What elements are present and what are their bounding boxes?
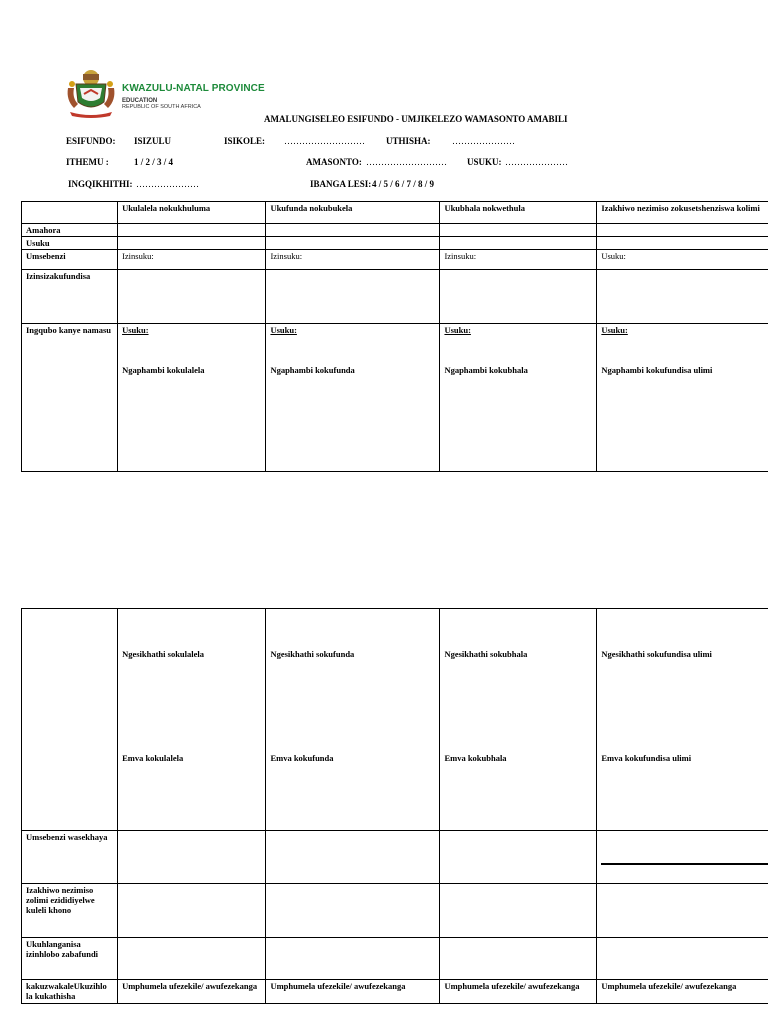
table-row [22,270,768,324]
phase-cell[interactable] [597,609,768,831]
input-cell[interactable] [440,270,597,324]
input-cell[interactable] [597,831,768,884]
input-cell[interactable] [118,270,266,324]
usuku-label: USUKU: [467,157,502,167]
ngesikhathi-label: Ngesikhathi sokubhala [444,649,528,659]
esifundo-label: ESIFUNDO: [66,136,116,146]
row-label-ingqubo: Ingqubo kanye namasu [22,324,118,472]
usuku-cell[interactable]: Usuku: [597,250,768,270]
row-label-empty [22,609,118,831]
usuku-underlined: Usuku: [444,325,471,335]
emva-label: Emva kokufunda [270,753,334,763]
phase-cell[interactable] [118,609,266,831]
table-row [22,980,768,1004]
input-cell[interactable] [266,237,440,250]
ngesikhathi-label: Ngesikhathi sokulalela [122,649,205,659]
row-label-umsebenzi: Umsebenzi [22,250,118,270]
row-label-kakuzwakale: kakuzwakaleUkuzihlo la kukathisha [22,980,118,1004]
input-cell[interactable] [597,224,768,237]
amasonto-label: AMASONTO: [306,157,362,167]
isikole-label: ISIKOLE: [224,136,266,146]
input-cell[interactable] [118,831,266,884]
ingqubo-cell[interactable] [118,324,266,472]
ngaphambi-label: Ngaphambi kokufunda [270,365,355,375]
amasonto-field[interactable]: ……………………… [366,157,447,167]
ingqikhithi-field[interactable]: ………………… [136,179,199,189]
input-cell[interactable] [118,224,266,237]
izinsuku-cell[interactable]: Izinsuku: [266,250,440,270]
header-cell: Izakhiwo nezimiso zokusetshenziswa kolimi [597,202,768,224]
ngaphambi-label: Ngaphambi kokulalela [122,365,205,375]
table-row [22,831,768,884]
input-cell[interactable] [118,938,266,980]
header-cell [22,202,118,224]
table-row [22,324,768,472]
signature-line [601,863,768,865]
emva-label: Emva kokulalela [122,753,184,763]
input-cell[interactable] [440,831,597,884]
row-label-izinsizakufundisa: Izinsizakufundisa [22,270,118,324]
document-title: AMALUNGISELEO ESIFUNDO - UMJIKELEZO WAMASONTO AMABILI [264,114,568,124]
country-name: REPUBLIC OF SOUTH AFRICA [122,104,201,110]
input-cell[interactable] [440,224,597,237]
department-name: EDUCATION [122,98,158,104]
ngaphambi-label: Ngaphambi kokubhala [444,365,528,375]
uthisha-field[interactable]: ………………… [452,136,515,146]
umphumela-cell[interactable]: Umphumela ufezekile/ awufezekanga [597,980,768,1004]
ithemu-value[interactable]: 1 / 2 / 3 / 4 [134,157,174,167]
input-cell[interactable] [266,938,440,980]
ingqubo-cell[interactable] [266,324,440,472]
emva-label: Emva kokubhala [444,753,507,763]
table-row [22,237,768,250]
usuku-underlined: Usuku: [601,325,628,335]
table-row [22,250,768,270]
phase-cell[interactable] [266,609,440,831]
row-label-amahora: Amahora [22,224,118,237]
usuku-underlined: Usuku: [270,325,297,335]
lesson-plan-table-1 [21,201,768,472]
isikole-field[interactable]: ……………………… [284,136,365,146]
province-name: KWAZULU-NATAL PROVINCE [122,83,265,94]
table-row [22,224,768,237]
table-row [22,938,768,980]
table-header-row [22,202,768,224]
input-cell[interactable] [597,938,768,980]
ingqikhithi-label: INGQIKHITHI: [68,179,133,189]
ibanga-label: IBANGA LESI: [310,179,372,189]
input-cell[interactable] [266,270,440,324]
input-cell[interactable] [266,831,440,884]
usuku-field[interactable]: ………………… [505,157,568,167]
umphumela-cell[interactable]: Umphumela ufezekile/ awufezekanga [440,980,597,1004]
kzn-coat-of-arms-icon [64,66,118,118]
row-label-izakhiwo: Izakhiwo nezimiso zolimi ezididiyelwe kuleli khono [22,884,118,938]
header-cell: Ukufunda nokubukela [266,202,440,224]
ibanga-value[interactable]: 4 / 5 / 6 / 7 / 8 / 9 [372,179,435,189]
esifundo-value[interactable]: ISIZULU [134,136,172,146]
izinsuku-cell[interactable]: Izinsuku: [118,250,266,270]
ingqubo-cell[interactable] [597,324,768,472]
input-cell[interactable] [597,884,768,938]
input-cell[interactable] [440,237,597,250]
input-cell[interactable] [597,237,768,250]
ithemu-label: ITHEMU : [66,157,109,167]
uthisha-label: UTHISHA: [386,136,431,146]
input-cell[interactable] [118,884,266,938]
umphumela-cell[interactable]: Umphumela ufezekile/ awufezekanga [118,980,266,1004]
input-cell[interactable] [266,884,440,938]
input-cell[interactable] [266,224,440,237]
ingqubo-cell[interactable] [440,324,597,472]
table-row [22,884,768,938]
header-cell: Ukubhala nokwethula [440,202,597,224]
input-cell[interactable] [440,938,597,980]
row-label-usuku: Usuku [22,237,118,250]
table-row [22,609,768,831]
input-cell[interactable] [118,237,266,250]
izinsuku-cell[interactable]: Izinsuku: [440,250,597,270]
row-label-umsebenzi-wasekhaya: Umsebenzi wasekhaya [22,831,118,884]
emva-label: Emva kokufundisa ulimi [601,753,692,763]
usuku-underlined: Usuku: [122,325,149,335]
row-label-ukuhlanganisa: Ukuhlanganisa izinhlobo zabafundi [22,938,118,980]
ngaphambi-label: Ngaphambi kokufundisa ulimi [601,365,713,375]
lesson-plan-table-2 [21,608,768,1004]
input-cell[interactable] [440,884,597,938]
umphumela-cell[interactable]: Umphumela ufezekile/ awufezekanga [266,980,440,1004]
phase-cell[interactable] [440,609,597,831]
input-cell[interactable] [597,270,768,324]
header-cell: Ukulalela nokukhuluma [118,202,266,224]
ngesikhathi-label: Ngesikhathi sokufunda [270,649,355,659]
ngesikhathi-label: Ngesikhathi sokufundisa ulimi [601,649,712,659]
